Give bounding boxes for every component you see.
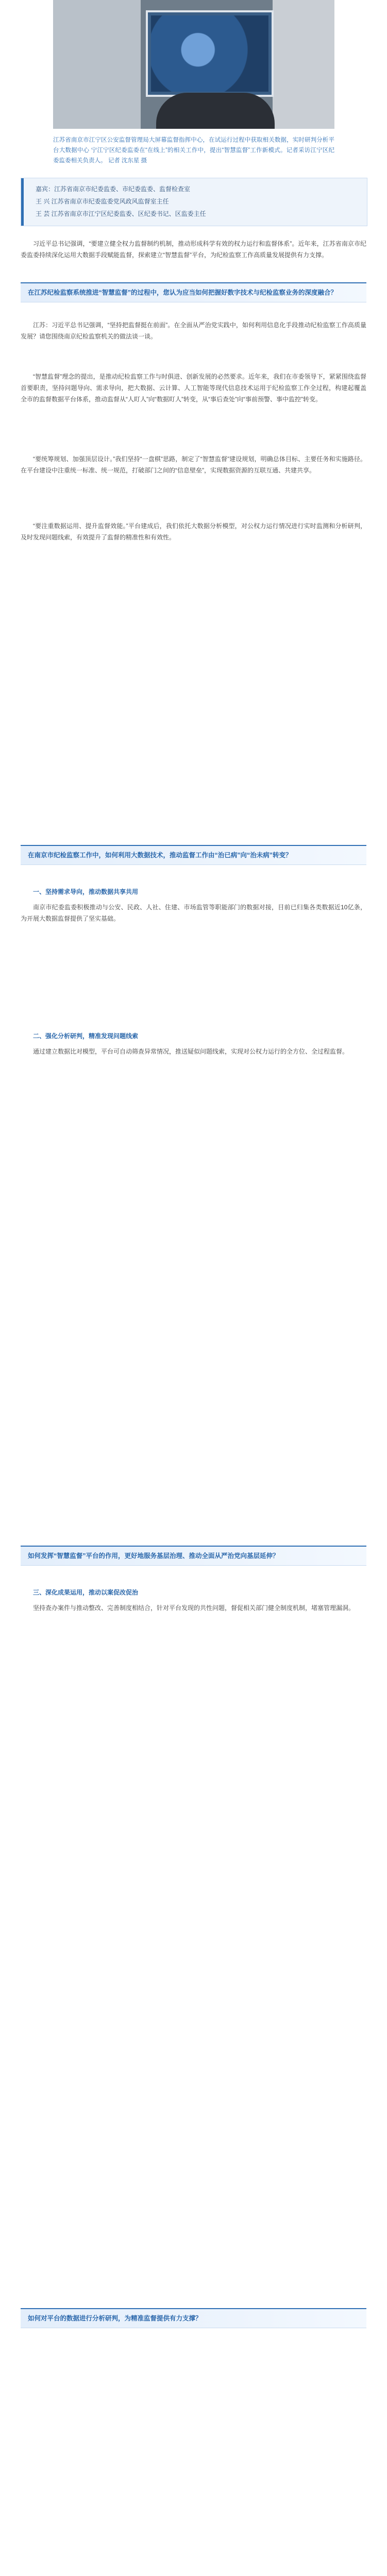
question-bar: 如何发挥“智慧监督”平台的作用，更好地服务基层治理、推动全面从严治党向基层延伸？ — [21, 1546, 366, 1566]
paragraph: “要统筹规划、加强顶层设计。”我们坚持“一盘棋”思路，制定了“智慧监督”建设规划，明确总体目标、主要任务和实施路径。在平台建设中注重统一标准、统一规范，打破部门之间的“信息壁垒”，实现数据资源的互联互通、共建共享。 — [21, 455, 366, 474]
hero-photo — [53, 0, 334, 129]
section-title: 二、强化分析研判，精准发现问题线索 — [33, 1032, 139, 1040]
photo-caption: 江苏省南京市江宁区公安监督管理局大屏幕监督指挥中心，在试运行过程中获取相关数据，实时研判分析平台大数据中心 宁江宁区纪委监委在“在线上”的相关工作中，提出“智慧监督”工作新模式。记者采访江宁区纪委监委相关负责人。 记者 沈东星 摄 — [53, 137, 334, 164]
paragraph: 坚持查办案件与推动整改、完善制度相结合，针对平台发现的共性问题，督促相关部门健全制度机制，堵塞管理漏洞。 — [33, 1604, 355, 1612]
paragraph: “要注重数据运用、提升监督效能。”平台建成后，我们依托大数据分析模型，对公权力运行情况进行实时监测和分析研判，及时发现问题线索，有效提升了监督的精准性和有效性。 — [21, 522, 366, 541]
section-title: 一、坚持需求导向，推动数据共享共用 — [33, 888, 139, 895]
paragraph: 江苏：习近平总书记强调，“坚持把监督挺在前面”。在全面从严治党实践中，如何利用信息化手段推动纪检监察工作高质量发展？请您围绕南京纪检监察机关的做法谈一谈。 — [21, 321, 366, 340]
section-title: 三、深化成果运用，推动以案促改促治 — [33, 1589, 139, 1596]
guest-line: 王 兴 江苏省南京市纪委监委党风政风监督室主任 — [36, 198, 169, 205]
guest-intro-box — [21, 178, 367, 226]
question-bar: 如何对平台的数据进行分析研判，为精准监督提供有力支撑？ — [21, 2308, 366, 2328]
paragraph: “智慧监督”理念的提出，是推动纪检监察工作与时俱进、创新发展的必然要求。近年来，我们在市委领导下，紧紧围绕监督首要职责，坚持问题导向、需求导向，把大数据、云计算、人工智能等现代信息技术运用于纪检监察工作全过程，构建起覆盖全市的监督数据平台体系，推动监督从“人盯人”向“数据盯人”转变，从“事后查处”向“事前预警、事中监控”转变。 — [21, 373, 366, 403]
guest-line: 王 芸 江苏省南京市江宁区纪委监委、区纪委书记、区监委主任 — [36, 210, 206, 217]
question-bar: 在江苏纪检监察系统推进“智慧监督”的过程中，您认为应当如何把握好数字技术与纪检监察业务的深度融合？ — [21, 282, 366, 302]
paragraph: 通过建立数据比对模型，平台可自动筛查异常情况，推送疑似问题线索，实现对公权力运行的全方位、全过程监督。 — [33, 1048, 349, 1055]
paragraph: 习近平总书记强调，“要建立健全权力监督制约机制，推动形成科学有效的权力运行和监督体系”。近年来，江苏省南京市纪委监委持续深化运用大数据手段赋能监督，探索建立“智慧监督”平台，为纪检监察工作高质量发展提供有力支撑。 — [21, 240, 366, 259]
question-bar: 在南京市纪检监察工作中，如何利用大数据技术，推动监督工作由“治已病”向“治未病”转变？ — [21, 845, 366, 865]
paragraph: 南京市纪委监委积极推动与公安、民政、人社、住建、市场监管等职能部门的数据对接，目前已归集各类数据近10亿条，为开展大数据监督提供了坚实基础。 — [21, 904, 366, 922]
guest-line: 嘉宾：江苏省南京市纪委监委、市纪委监委、监督检查室 — [36, 185, 191, 193]
